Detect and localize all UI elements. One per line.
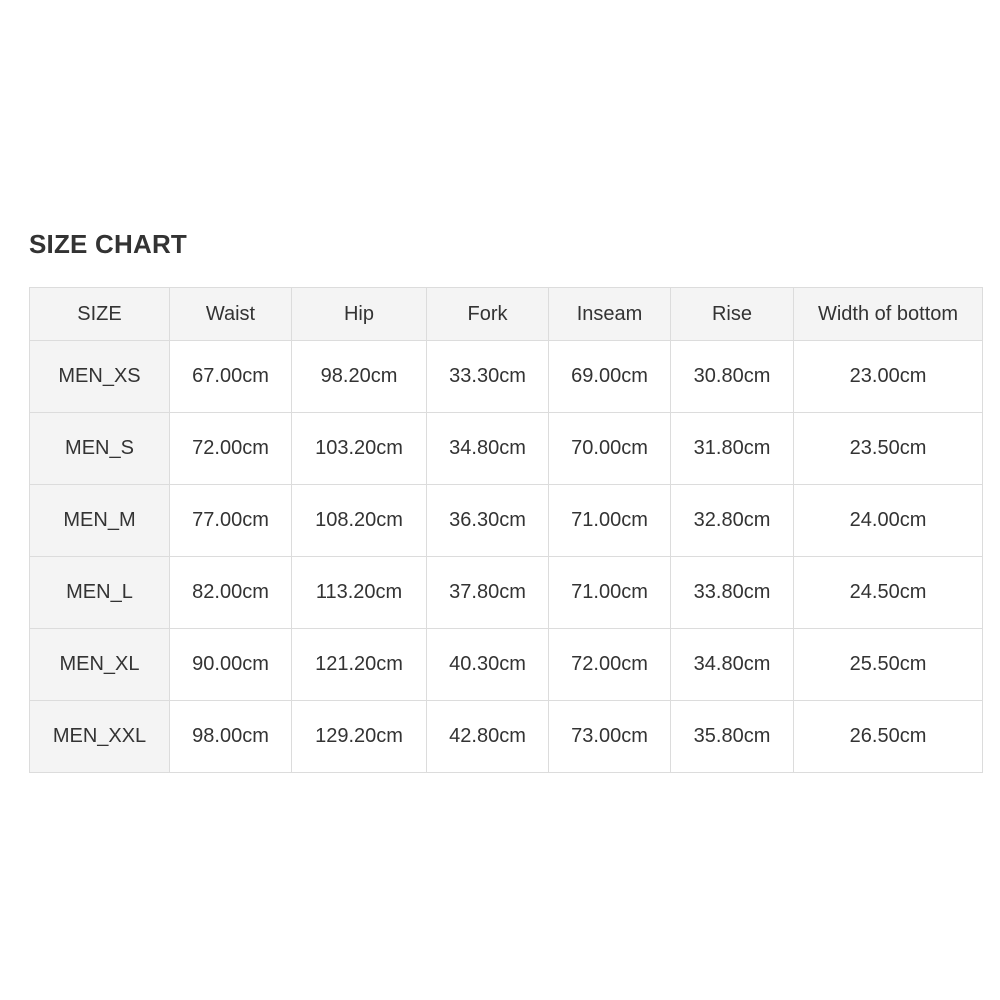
hip-cell: 98.20cm [292,341,427,413]
inseam-cell: 70.00cm [549,413,671,485]
fork-cell: 42.80cm [427,701,549,773]
table-row [30,485,983,557]
inseam-cell: 72.00cm [549,629,671,701]
size-cell: MEN_XS [30,341,170,413]
fork-cell: 36.30cm [427,485,549,557]
fork-cell: 37.80cm [427,557,549,629]
hip-cell: 113.20cm [292,557,427,629]
header-waist: Waist [170,288,292,341]
size-cell: MEN_XL [30,629,170,701]
fork-cell: 33.30cm [427,341,549,413]
waist-cell: 82.00cm [170,557,292,629]
waist-cell: 77.00cm [170,485,292,557]
inseam-cell: 71.00cm [549,557,671,629]
table-row [30,701,983,773]
width-of-bottom-cell: 23.50cm [794,413,983,485]
table-header-row [30,288,983,341]
table-row [30,341,983,413]
rise-cell: 30.80cm [671,341,794,413]
waist-cell: 67.00cm [170,341,292,413]
width-of-bottom-cell: 23.00cm [794,341,983,413]
header-inseam: Inseam [549,288,671,341]
hip-cell: 108.20cm [292,485,427,557]
waist-cell: 98.00cm [170,701,292,773]
page-title: SIZE CHART [29,229,187,259]
rise-cell: 31.80cm [671,413,794,485]
waist-cell: 72.00cm [170,413,292,485]
inseam-cell: 71.00cm [549,485,671,557]
hip-cell: 129.20cm [292,701,427,773]
hip-cell: 103.20cm [292,413,427,485]
table-row [30,629,983,701]
table-row [30,413,983,485]
size-cell: MEN_M [30,485,170,557]
fork-cell: 34.80cm [427,413,549,485]
fork-cell: 40.30cm [427,629,549,701]
size-cell: MEN_S [30,413,170,485]
table-row [30,557,983,629]
rise-cell: 34.80cm [671,629,794,701]
size-cell: MEN_XXL [30,701,170,773]
size-chart-table [29,287,983,773]
waist-cell: 90.00cm [170,629,292,701]
rise-cell: 32.80cm [671,485,794,557]
width-of-bottom-cell: 24.50cm [794,557,983,629]
hip-cell: 121.20cm [292,629,427,701]
rise-cell: 33.80cm [671,557,794,629]
header-width-of-bottom: Width of bottom [794,288,983,341]
inseam-cell: 73.00cm [549,701,671,773]
width-of-bottom-cell: 26.50cm [794,701,983,773]
width-of-bottom-cell: 25.50cm [794,629,983,701]
header-fork: Fork [427,288,549,341]
size-cell: MEN_L [30,557,170,629]
header-size: SIZE [30,288,170,341]
inseam-cell: 69.00cm [549,341,671,413]
header-rise: Rise [671,288,794,341]
rise-cell: 35.80cm [671,701,794,773]
width-of-bottom-cell: 24.00cm [794,485,983,557]
header-hip: Hip [292,288,427,341]
